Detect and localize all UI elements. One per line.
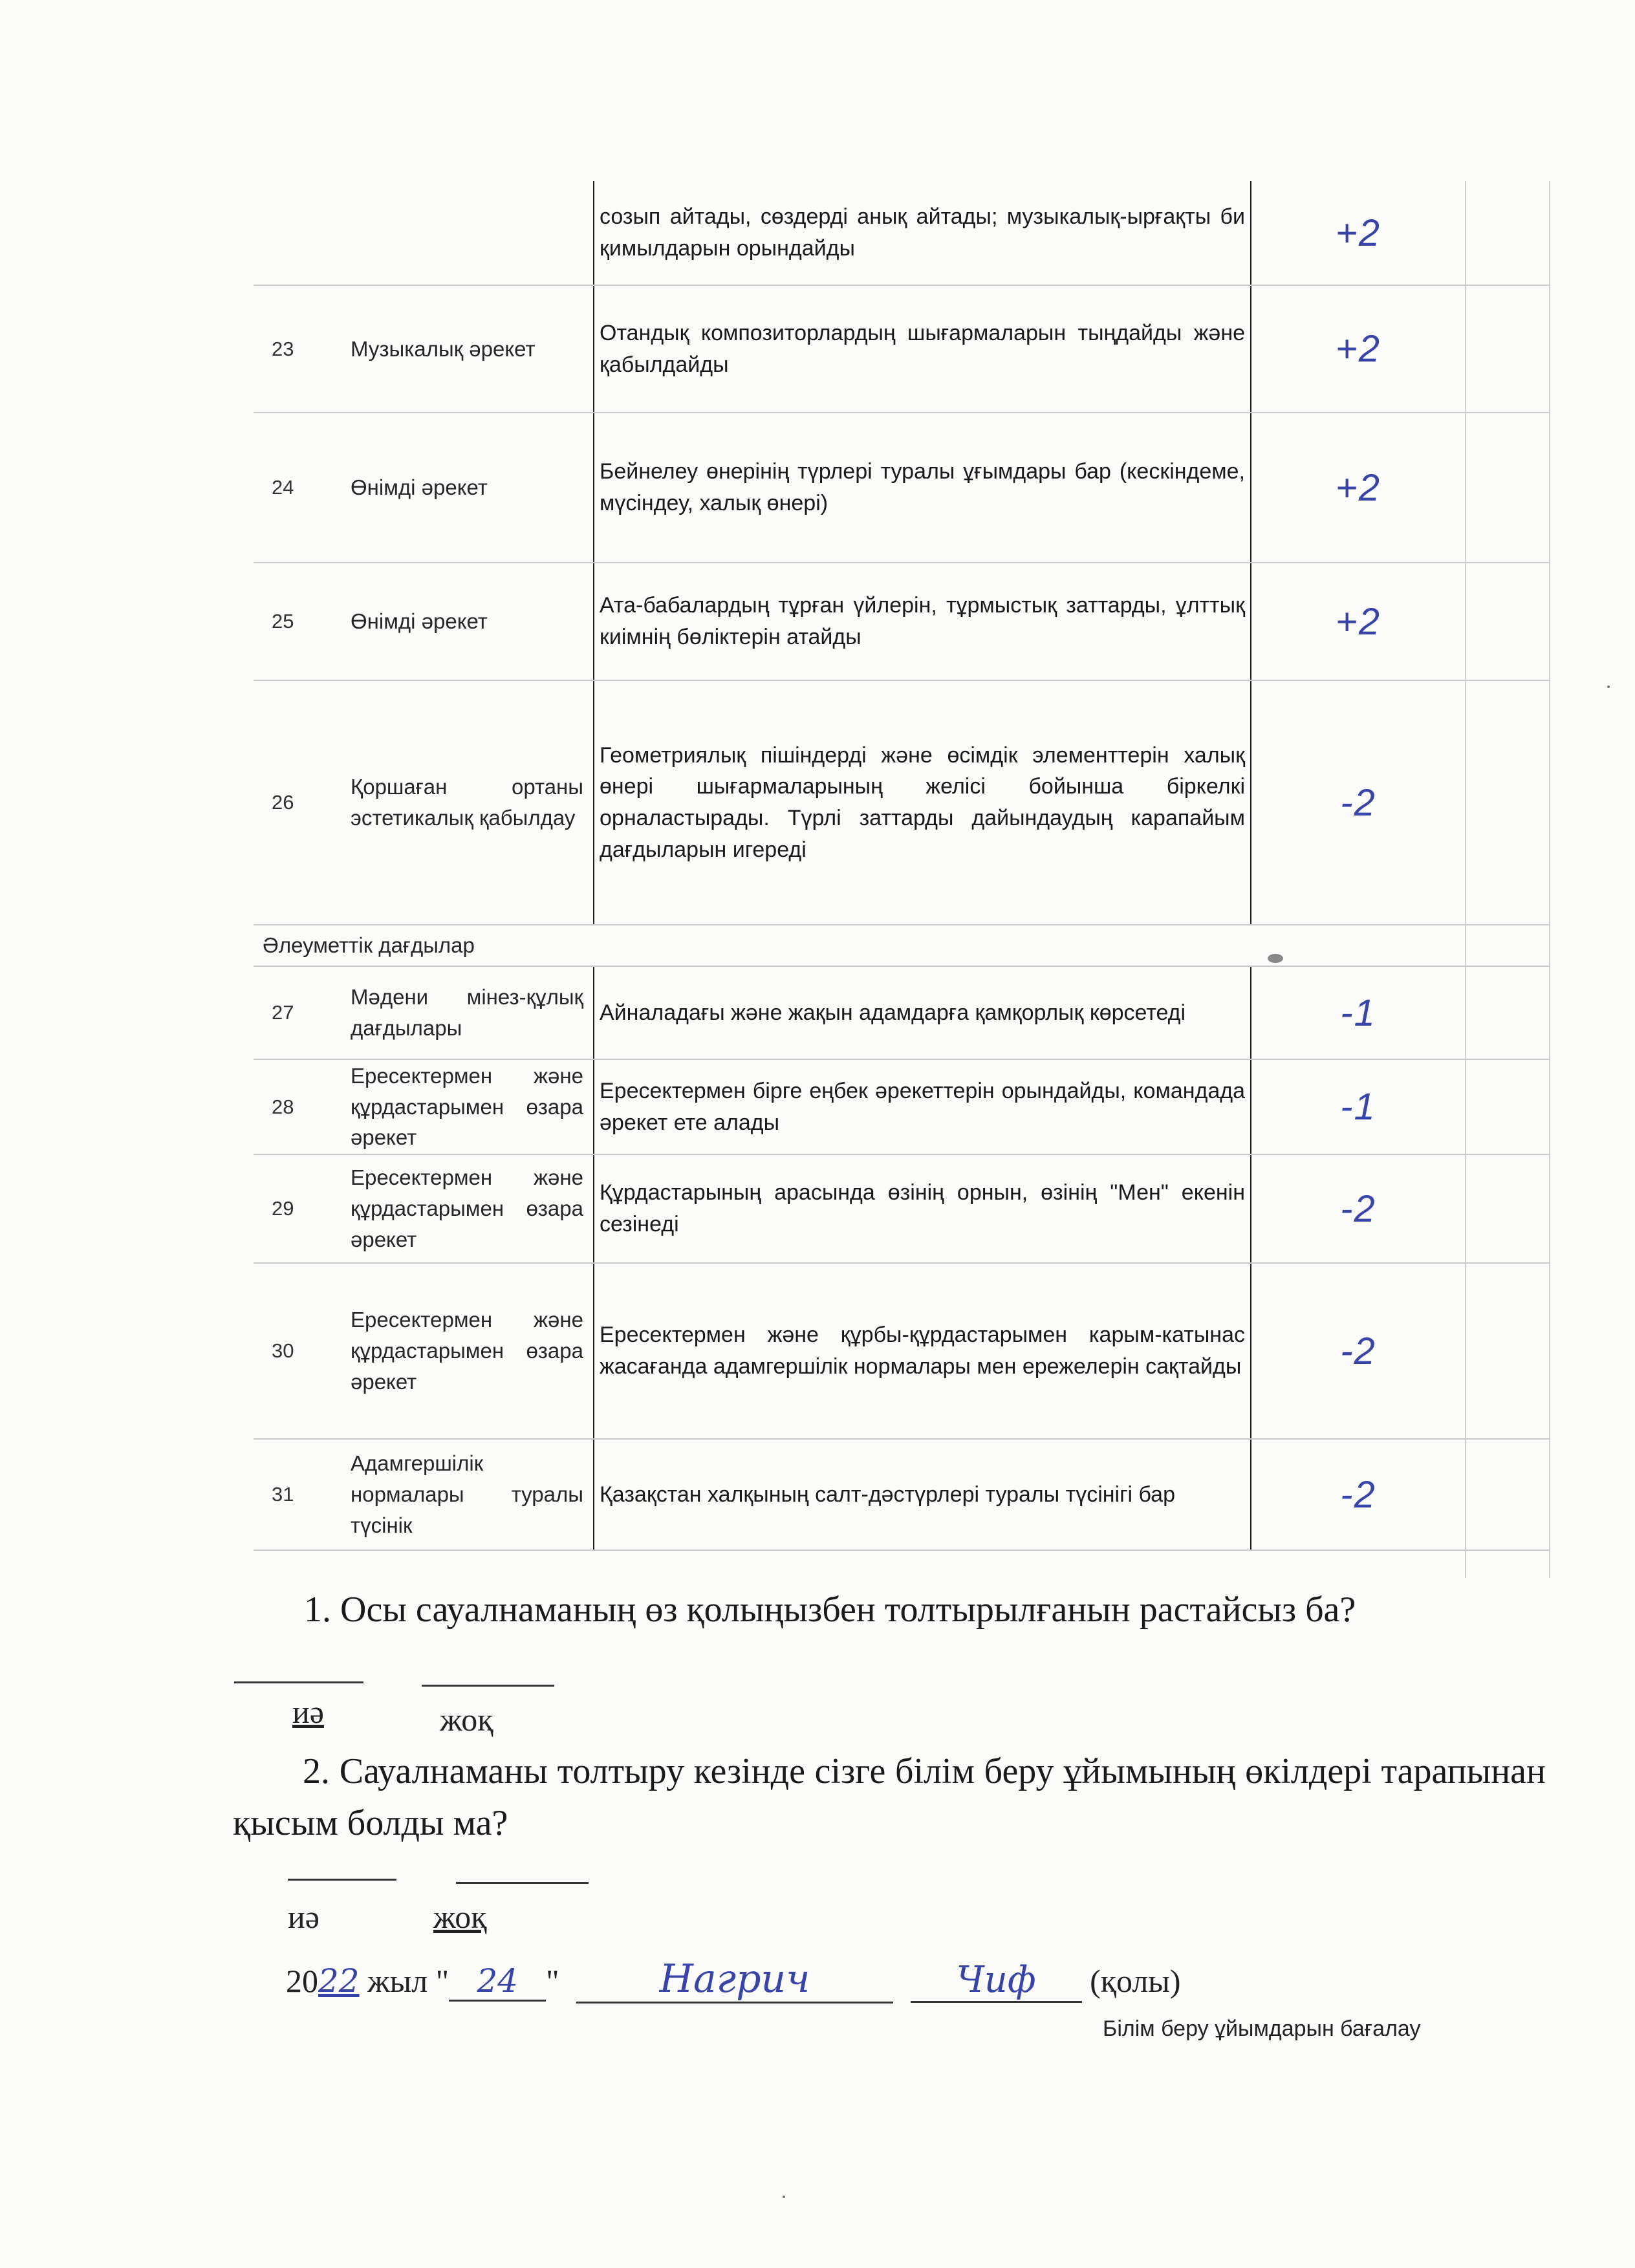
scan-speck — [783, 2196, 785, 2198]
answer-blank-yes-2[interactable] — [288, 1879, 396, 1881]
answer-blank-no-1[interactable] — [422, 1685, 554, 1687]
handwritten-mark: -1 — [1340, 991, 1376, 1034]
table-row — [254, 967, 1550, 1060]
development-area — [351, 1264, 583, 1438]
development-area — [351, 563, 583, 680]
skill-description-text: Ата-бабалардың тұрған үйлерін, тұрмыстық заттарды, ұлттық киімнің бөліктерін атайды — [600, 593, 1245, 649]
row-number: 29 — [272, 1197, 294, 1220]
development-area-text: Музыкалық әрекет — [351, 336, 536, 361]
skill-description: созып айтады, сөздерді анық айтады; музыкалық-ырғақты би қимылдарын орындайды — [593, 181, 1251, 285]
table-row — [254, 1155, 1550, 1264]
handwritten-mark: +2 — [1335, 600, 1381, 643]
skill-description — [593, 1440, 1251, 1550]
handwritten-mark: -2 — [1340, 1330, 1376, 1372]
option-yes-2: иә — [288, 1899, 319, 1935]
handwritten-mark: +2 — [1335, 466, 1381, 509]
development-area — [351, 1440, 583, 1550]
skill-description — [593, 286, 1251, 412]
date-year-prefix: 20 — [286, 1963, 318, 1999]
skill-description-text: Отандық композиторлардың шығармаларын тыңдайды және қабылдайды — [600, 320, 1245, 377]
table-row — [254, 286, 1550, 413]
handwritten-mark: -2 — [1340, 781, 1376, 824]
skill-description — [593, 681, 1251, 924]
handwritten-mark: +2 — [1335, 328, 1381, 370]
table-row — [254, 1264, 1550, 1440]
answer-blank-yes-1[interactable] — [234, 1681, 363, 1683]
row-number: 28 — [272, 1095, 294, 1118]
skill-description-text: Айналадағы және жақын адамдарға қамқорлық көрсетеді — [600, 1000, 1186, 1025]
date-signature-line — [286, 1956, 1181, 2003]
signature-name-handwritten: Нагрич — [576, 1956, 893, 2003]
development-area — [351, 1155, 583, 1262]
skill-description-text: Ересектермен бірге еңбек әрекеттерін орындайды, командада әрекет ете алады — [600, 1078, 1245, 1135]
skill-description-text: Бейнелеу өнерінің түрлері туралы ұғымдары бар (кескіндеме, мүсіндеу, халық өнері) — [600, 459, 1245, 515]
row-number: 25 — [272, 610, 294, 632]
row-number: 26 — [272, 791, 294, 814]
row-number: 27 — [272, 1001, 294, 1024]
signature-label: (қолы) — [1090, 1963, 1181, 1999]
scan-speck — [1268, 954, 1283, 963]
table-row — [254, 1440, 1550, 1551]
date-year-handwritten: 22 — [318, 1962, 360, 2000]
section-heading: Әлеуметтік дағдылар — [254, 925, 1550, 967]
skill-description — [593, 563, 1251, 680]
development-area-text: Өнімді әрекет — [351, 475, 488, 500]
development-area-text: Өнімді әрекет — [351, 609, 488, 634]
table-row — [254, 1060, 1550, 1155]
skill-description — [593, 1060, 1251, 1154]
row-number: 23 — [272, 337, 294, 360]
skill-description — [593, 1264, 1251, 1438]
row-number: 31 — [272, 1483, 294, 1506]
development-area — [351, 286, 583, 412]
table-body-social — [254, 967, 1550, 1551]
signature-handwritten: Чиф — [911, 1959, 1082, 2003]
development-area-text: Мәдени мінез-құлық дағдылары — [351, 985, 583, 1040]
table-row — [254, 181, 1550, 286]
handwritten-mark: -1 — [1340, 1086, 1376, 1128]
development-area-text: Адамгершілік нормалары туралы түсінік — [351, 1451, 583, 1537]
skill-description-text: Геометриялық пішіндерді және өсімдік элементтерін халық өнері шығармаларының желісі бойынша біркелкі орналастырады. Түрлі заттарды дайындаудың карапайым дағдыларын игереді — [600, 742, 1245, 862]
answer-blank-no-2[interactable] — [456, 1882, 589, 1884]
date-day-handwritten: 24 — [449, 1962, 546, 2002]
skill-description — [593, 1155, 1251, 1262]
option-no-1: жоқ — [440, 1701, 493, 1738]
development-area-text: Ересектермен және құрдастарымен өзара әрекет — [351, 1165, 583, 1251]
development-area — [351, 681, 583, 924]
question-1: 1. Осы сауалнаманың өз қолыңызбен толтырылғанын растайсыз ба? — [304, 1590, 1356, 1630]
footnote-text: Білім беру ұйымдарын бағалау — [1103, 2016, 1421, 2041]
row-number: 24 — [272, 476, 294, 499]
table-row — [254, 681, 1550, 925]
option-no-2: жоқ — [433, 1899, 487, 1935]
handwritten-mark: -2 — [1340, 1187, 1376, 1230]
skill-description-text: Ересектермен және құрбы-құрдастарымен карым-катынас жасағанда адамгершілік нормалары мен ережелерін сақтайды — [600, 1323, 1245, 1379]
skill-description — [593, 413, 1251, 562]
date-word: жыл " — [367, 1963, 449, 1999]
row-number: 30 — [272, 1339, 294, 1362]
handwritten-mark: +2 — [1335, 211, 1381, 254]
development-area-text: Қоршаған ортаны эстетикалық қабылдау — [351, 775, 583, 830]
question-2: 2. Сауалнаманы толтыру кезінде сізге білім беру ұйымының өкілдері тарапынан қысым болды ма? — [233, 1751, 1546, 1843]
table-body-artistic — [254, 286, 1550, 925]
option-yes-1: иә — [292, 1694, 324, 1730]
development-area-text: Ересектермен және құрдастарымен өзара әрекет — [351, 1308, 583, 1394]
table-row — [254, 563, 1550, 681]
assessment-table — [254, 181, 1550, 1551]
handwritten-mark: -2 — [1340, 1473, 1376, 1516]
development-area — [351, 967, 583, 1059]
development-area-text: Ересектермен және құрдастарымен өзара әрекет — [351, 1063, 583, 1150]
development-area — [351, 1060, 583, 1154]
skill-description-text: Қазақстан халқының салт-дәстүрлері туралы түсінігі бар — [600, 1482, 1175, 1507]
table-row — [254, 413, 1550, 563]
scan-speck — [1607, 686, 1610, 688]
date-close-quote: " — [546, 1963, 559, 1999]
skill-description-text: Құрдастарының арасында өзінің орнын, өзінің "Мен" екенін сезінеді — [600, 1180, 1245, 1237]
skill-description — [593, 967, 1251, 1059]
development-area — [351, 413, 583, 562]
